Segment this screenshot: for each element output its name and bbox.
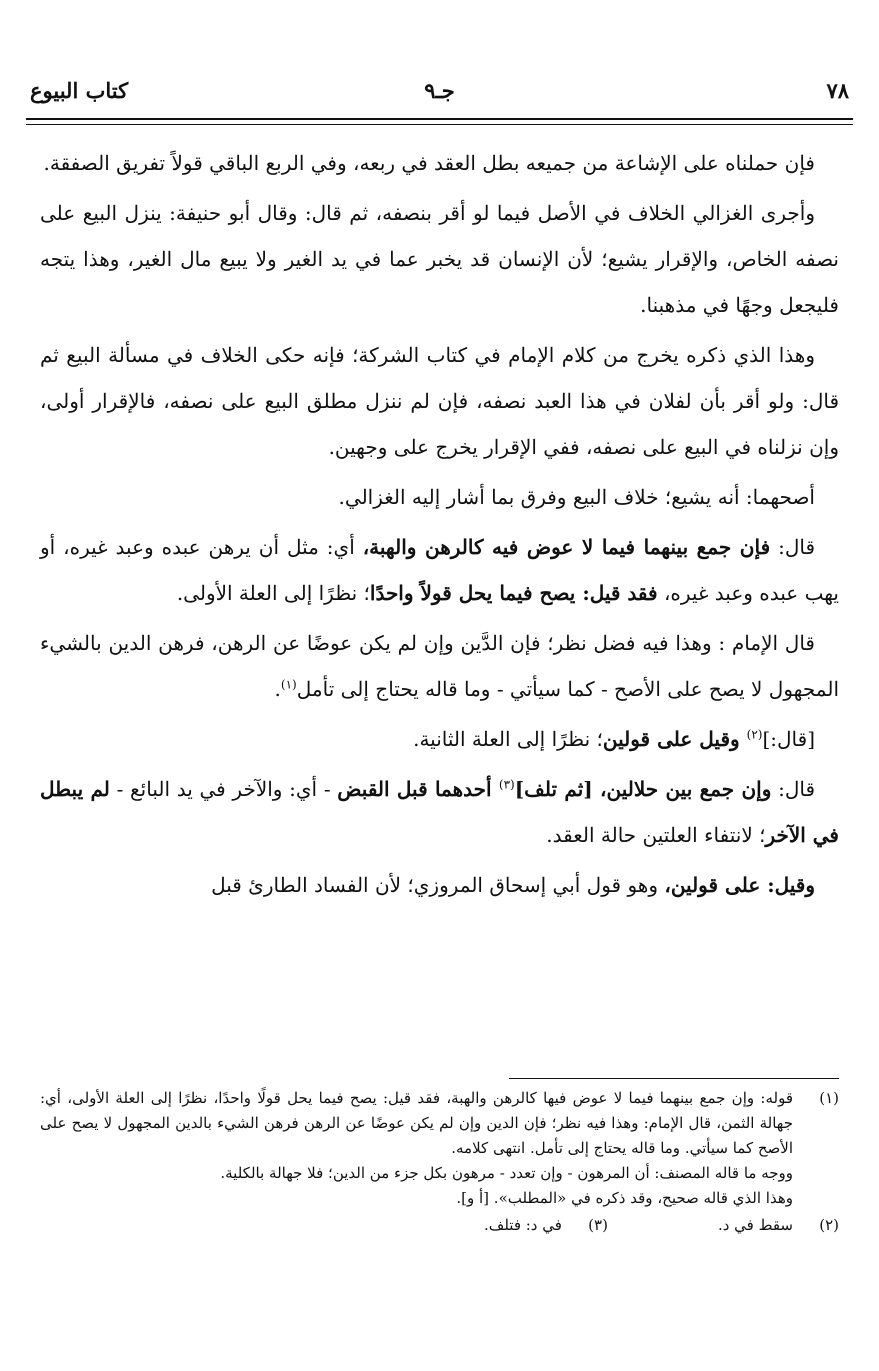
matn-text: أحدهما قبل القبض bbox=[337, 777, 499, 801]
footnote-continuation: وهذا الذي قاله صحيح، وقد ذكره في «المطلب». [أ و]. bbox=[456, 1189, 793, 1207]
footnote-separator bbox=[509, 1078, 839, 1079]
matn-text: وقيل: على قولين، bbox=[664, 873, 815, 897]
footnote-continuation: ووجه ما قاله المصنف: أن المرهون - وإن تعدد - مرهون بكل جزء من الدين؛ فلا جهالة بالكلية. bbox=[220, 1164, 793, 1182]
text-run: وهو قول أبي إسحاق المروزي؛ لأن الفساد الطارئ قبل bbox=[211, 873, 665, 897]
book-title: كتاب البيوع bbox=[30, 78, 129, 103]
paragraph-2: وأجرى الغزالي الخلاف في الأصل فيما لو أقر بنصفه، ثم قال: وقال أبو حنيفة: ينزل البيع على نصفه الخاص، والإقرار يشيع؛ لأن الإنسان قد يخبر عما في يد الغير ولا يبيع مال الغير، وهذا يتجه فليجعل وجهًا في مذهبنا. bbox=[40, 201, 839, 317]
matn-text: فقد قيل: يصح فيما يحل قولاً واحدًا bbox=[369, 581, 658, 605]
page-header bbox=[30, 78, 849, 112]
paragraph-6 bbox=[40, 620, 839, 712]
footnote-text: سقط في د. bbox=[717, 1216, 793, 1234]
footnote-1 bbox=[40, 1086, 839, 1211]
paragraph-3: وهذا الذي ذكره يخرج من كلام الإمام في كتاب الشركة؛ فإنه حكى الخلاف في مسألة البيع ثم قال: ولو أقر بأن لفلان في هذا العبد نصفه، فإن لم ننزل مطلق البيع على نصفه، فالإقرار أولى، وإن نزلناه في البيع على نصفه، ففي الإقرار يخرج على وجهين. bbox=[40, 343, 839, 459]
header-rule-thick bbox=[26, 118, 853, 120]
footnote-ref-2: (٢) bbox=[746, 727, 763, 742]
text-run: [قال:] bbox=[762, 727, 815, 751]
paragraph-8 bbox=[40, 766, 839, 858]
text-run: قال: bbox=[771, 777, 816, 801]
text-run: ؛ نظرًا إلى العلة الأولى. bbox=[176, 581, 370, 605]
paragraph-4: أصحهما: أنه يشيع؛ خلاف البيع وفرق بما أشار إليه الغزالي. bbox=[338, 485, 815, 509]
text-run: قال: bbox=[770, 535, 815, 559]
paragraph-5 bbox=[40, 524, 839, 616]
footnote-2 bbox=[718, 1213, 839, 1238]
footnote-body: قوله: وإن جمع بينهما فيما لا عوض فيها كالرهن والهبة، فقد قيل: يصح فيما يحل قولًا واحدًا، نظرًا إلى العلة الأولى، أي: جهالة الثمن، قال الإمام: وهذا فيه نظر؛ فإن الدين وإن لم يكن عوضًا عن الرهن فرهن الشيء بالدين المجهول لا يصح على الأصح كما سيأتي. وما قاله يحتاج إلى تأمل. انتهى كلامه. bbox=[40, 1089, 793, 1157]
text-run: قال الإمام : وهذا فيه فضل نظر؛ فإن الدَّين وإن لم يكن عوضًا عن الرهن، فرهن الدين بالشيء المجهول لا يصح على الأصح - كما سيأتي - وما قاله يحتاج إلى تأمل bbox=[40, 631, 839, 701]
footnote-number: (٣) bbox=[588, 1216, 608, 1234]
footnote-ref-1: (١) bbox=[280, 677, 297, 692]
footnote-ref-3: (٣) bbox=[498, 777, 515, 792]
page-number: ٧٨ bbox=[826, 78, 849, 103]
footnote-3 bbox=[484, 1213, 608, 1238]
footnote-number: (٢) bbox=[819, 1216, 839, 1234]
volume-number: جـ٩ bbox=[424, 78, 455, 103]
matn-text: لم يبطل في الآخر bbox=[40, 777, 839, 847]
text-run: أي: مثل أن يرهن عبده وعبد غيره، أو يهب عبده وعبد غيره، bbox=[40, 535, 839, 605]
text-run: - أي: والآخر في يد البائع - bbox=[109, 777, 338, 801]
matn-text: فإن جمع بينهما فيما لا عوض فيه كالرهن والهبة، bbox=[362, 535, 771, 559]
footnotes-short bbox=[40, 1213, 839, 1238]
paragraph-9 bbox=[40, 862, 839, 908]
footnotes bbox=[40, 1086, 839, 1238]
matn-text: وقيل على قولين bbox=[602, 727, 747, 751]
matn-text: وإن جمع بين حلالين، [ثم تلف] bbox=[514, 777, 772, 801]
text-run: ؛ نظرًا إلى العلة الثانية. bbox=[413, 727, 603, 751]
footnote-text bbox=[40, 1086, 793, 1211]
header-rule-thin bbox=[26, 124, 853, 125]
text-run: . bbox=[274, 677, 281, 701]
paragraph-1: فإن حملناه على الإشاعة من جميعه بطل العقد في ربعه، وفي الربع الباقي قولاً تفريق الصفقة. bbox=[43, 151, 815, 175]
paragraph-7 bbox=[40, 716, 839, 762]
text-run: ؛ لانتفاء العلتين حالة العقد. bbox=[546, 823, 766, 847]
footnote-text: في د: فتلف. bbox=[484, 1216, 562, 1234]
footnote-number: (١) bbox=[819, 1089, 839, 1107]
main-text bbox=[40, 140, 839, 912]
